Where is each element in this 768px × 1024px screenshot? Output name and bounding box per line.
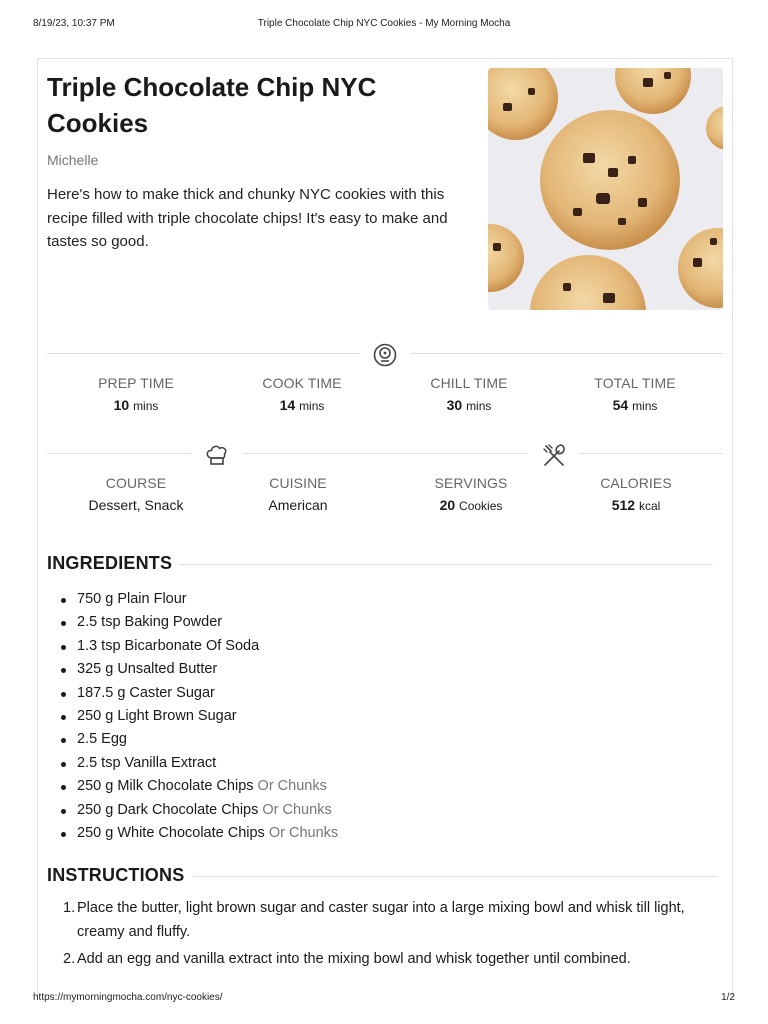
print-page-number: 1/2 [721, 992, 735, 1003]
print-datetime: 8/19/23, 10:37 PM [33, 18, 115, 29]
ingredient-note: Or Chunks [268, 825, 339, 842]
meta-number: 10 [113, 397, 130, 413]
recipe-title: Triple Chocolate Chip NYC Cookies [47, 72, 377, 138]
ingredient-item [47, 588, 338, 611]
meta-divider [47, 353, 360, 354]
meta-label: CHILL TIME [430, 375, 508, 391]
meta-unit: kcal [638, 499, 661, 513]
meta-label: CALORIES [600, 475, 672, 491]
meta-divider [410, 353, 723, 354]
meta-unit: mins [466, 399, 492, 413]
recipe-photo [488, 68, 723, 310]
section-divider [193, 876, 718, 877]
fork-knife-icon [540, 442, 568, 470]
ingredient-text: 250 g Light Brown Sugar [77, 708, 237, 725]
step-text: Place the butter, light brown sugar and caster sugar into a large mixing bowl and whisk till light, creamy and fluffy. [77, 900, 685, 940]
step-text: Add an egg and vanilla extract into the mixing bowl and whisk together until combined. [77, 951, 631, 967]
ingredient-text: 250 g White Chocolate Chips [77, 825, 265, 842]
meta-cook-time [217, 375, 387, 413]
ingredient-text: 250 g Milk Chocolate Chips [77, 778, 254, 795]
meta-label: CUISINE [269, 475, 327, 491]
meta-unit: mins [299, 399, 325, 413]
ingredient-item [47, 822, 338, 845]
meta-divider [243, 453, 528, 454]
ingredient-text: 187.5 g Caster Sugar [77, 684, 215, 701]
ingredient-note: Or Chunks [257, 778, 327, 795]
ingredient-item [47, 775, 338, 798]
ingredient-note: Or Chunks [262, 801, 332, 818]
meta-number: 14 [279, 397, 296, 413]
meta-label: TOTAL TIME [594, 375, 676, 391]
ingredient-item [47, 682, 338, 705]
print-page-title: Triple Chocolate Chip NYC Cookies - My Morning Mocha [257, 18, 511, 29]
recipe-author[interactable]: Michelle [47, 152, 99, 168]
ingredient-text: 250 g Dark Chocolate Chips [77, 801, 259, 818]
ingredient-item [47, 635, 338, 658]
step-number: 2. [63, 951, 76, 967]
meta-servings [386, 475, 556, 513]
meta-value [551, 497, 721, 513]
meta-divider [47, 453, 191, 454]
recipe-card [37, 58, 733, 998]
section-divider [179, 564, 713, 565]
meta-value: Dessert, Snack [88, 497, 184, 513]
meta-unit: mins [632, 399, 658, 413]
meta-label: SERVINGS [434, 475, 508, 491]
ingredient-item [47, 705, 338, 728]
meta-unit: Cookies [459, 499, 503, 513]
meta-value [384, 397, 554, 413]
ingredient-text: 2.5 Egg [77, 731, 127, 748]
ingredient-text: 2.5 tsp Vanilla Extract [77, 754, 217, 771]
step-number: 1. [63, 900, 76, 916]
meta-calories [551, 475, 721, 513]
ingredient-text: 325 g Unsalted Butter [77, 661, 218, 678]
meta-label: COURSE [105, 475, 167, 491]
meta-label: PREP TIME [98, 375, 174, 391]
instruction-step [47, 897, 727, 944]
meta-number: 20 [439, 497, 456, 513]
timer-icon [371, 341, 399, 369]
instructions-heading: INSTRUCTIONS [47, 865, 185, 885]
meta-label: COOK TIME [262, 375, 342, 391]
ingredient-item [47, 752, 338, 775]
ingredient-item [47, 728, 338, 751]
print-url[interactable]: https://mymorningmocha.com/nyc-cookies/ [33, 992, 223, 1003]
instruction-step [47, 948, 727, 972]
meta-divider [579, 453, 723, 454]
meta-cuisine [213, 475, 383, 513]
ingredient-item [47, 799, 338, 822]
ingredient-item [47, 611, 338, 634]
chef-hat-icon [203, 442, 231, 470]
meta-number: 512 [611, 497, 636, 513]
ingredients-heading: INGREDIENTS [47, 553, 173, 573]
ingredient-text: 1.3 tsp Bicarbonate Of Soda [77, 637, 260, 654]
print-footer [0, 992, 768, 1006]
meta-total-time [550, 375, 720, 413]
meta-prep-time [51, 375, 221, 413]
meta-number: 30 [446, 397, 463, 413]
meta-value [217, 397, 387, 413]
ingredient-text: 2.5 tsp Baking Powder [77, 614, 223, 631]
meta-unit: mins [133, 399, 159, 413]
cookie-photo-illustration [488, 68, 723, 310]
recipe-summary: Here's how to make thick and chunky NYC cookies with this recipe filled with triple chocolate chips! It's easy to make and tastes so good. [47, 186, 448, 250]
meta-value [51, 397, 221, 413]
meta-chill-time [384, 375, 554, 413]
ingredient-text: 750 g Plain Flour [77, 591, 187, 607]
instructions-list [47, 897, 727, 976]
ingredient-item [47, 658, 338, 681]
meta-course [51, 475, 221, 513]
meta-number: 54 [612, 397, 629, 413]
meta-value: American [268, 497, 328, 513]
meta-value [550, 397, 720, 413]
print-header [0, 18, 768, 32]
ingredients-list [47, 588, 338, 845]
meta-value [386, 497, 556, 513]
